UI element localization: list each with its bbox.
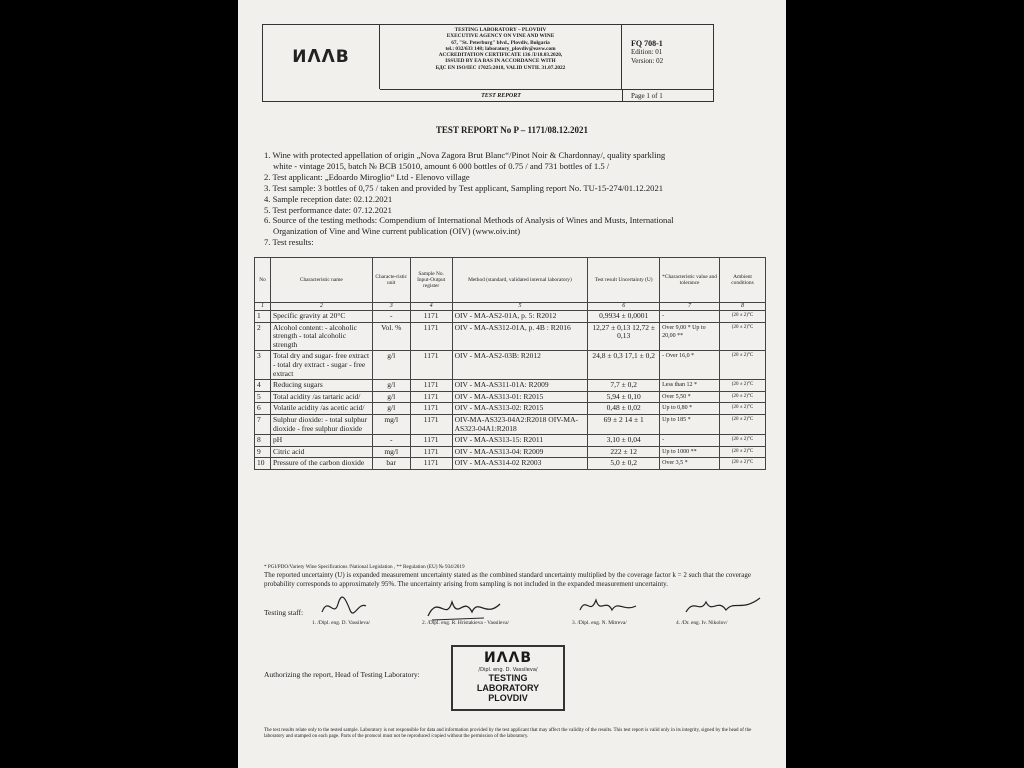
report-title: TEST REPORT No P – 1171/08.12.2021 <box>435 125 589 135</box>
lab-line: TESTING LABORATORY – PLOVDIV <box>454 27 547 33</box>
lab-info <box>380 25 622 89</box>
report-header <box>262 24 714 102</box>
cell-value: Up to 0,80 * <box>660 403 720 415</box>
testing-staff-label: Testing staff: <box>264 608 304 617</box>
cell-sample: 1171 <box>410 458 452 470</box>
table-row <box>255 435 766 447</box>
column-header: No <box>255 258 271 303</box>
table-row <box>255 391 766 403</box>
cell-method: OIV - MA-AS313-15: R2011 <box>452 435 588 447</box>
cell-name: Total acidity /as tartaric acid/ <box>270 391 372 403</box>
cell-ambient: (20 ± 2)°C <box>720 351 766 380</box>
item-line: 5. Test performance date: 07.12.2021 <box>264 204 392 215</box>
item-line: Organization of Vine and Wine current publication (OIV) (www.oiv.int) <box>273 226 521 237</box>
cell-sample: 1171 <box>410 446 452 458</box>
edition: Edition: 01 <box>631 48 663 56</box>
logo-text: ИᐱᐱВ <box>292 47 350 67</box>
column-number: 8 <box>720 303 766 311</box>
cell-no: 7 <box>255 414 271 434</box>
report-items <box>264 150 772 248</box>
cell-name: Alcohol content: - alcoholic strength - total alcoholic strength <box>270 322 372 351</box>
cell-result: 5,94 ± 0,10 <box>588 391 660 403</box>
table-row <box>255 351 766 380</box>
disclaimer: The test results relate only to the tested sample. Laboratory is not responsible for data and information provided by the test applicant that may affect the validity of the results. This test report is valid only in its integrity, signed by the head of the laboratory and stamped on each page. Parts of the protocol must not be reproduced /copied without the permission of the laboratory. <box>264 728 752 740</box>
column-number-row <box>255 303 766 311</box>
cell-method: OIV - MA-AS313-04: R2009 <box>452 446 588 458</box>
cell-result: 222 ± 12 <box>588 446 660 458</box>
column-number: 1 <box>255 303 271 311</box>
signature-image <box>684 592 764 620</box>
column-header: Characte-ristic unit <box>372 258 410 303</box>
cell-ambient: (20 ± 2)°C <box>720 446 766 458</box>
lab-line: БДС EN ISO/IEC 17025:2018, VALID UNTIL 31.07.2022 <box>435 64 566 71</box>
item-line: white - vintage 2015, batch № BCB 15010, amount 6 000 bottles of 0.75 / and 731 bottles of 1.5 / <box>273 160 610 171</box>
cell-unit: mg/l <box>372 446 410 458</box>
laboratory-stamp <box>451 645 565 711</box>
cell-unit: Vol. % <box>372 322 410 351</box>
authorizing-label: Authorizing the report, Head of Testing Laboratory: <box>264 670 420 679</box>
cell-no: 2 <box>255 322 271 351</box>
table-row <box>255 446 766 458</box>
cell-value: Up to 1000 ** <box>660 446 720 458</box>
uncertainty-statement: The reported uncertainty (U) is expanded measurement uncertainty stated as the combined standard uncertainty multiplied by the coverage factor k = 2 such that the coverage probability corresponds to approximately 95%. The uncertainty arising from sampling is not included in the expanded measurement uncertainty. <box>264 571 751 588</box>
form-info <box>623 25 713 89</box>
signature-image <box>578 592 638 620</box>
column-header: *Characteristic value and tolerance <box>660 258 720 303</box>
cell-method: OIV - MA-AS312-01A, p. 4B : R2016 <box>452 322 588 351</box>
regulation-footnote: * PGI/PDO/Variety Wine Specifications /National Legislation , ** Regulation (EU) № 934/2019 <box>264 564 465 570</box>
cell-value: Less than 12 * <box>660 380 720 392</box>
item-line: 3. Test sample: 3 bottles of 0,75 / taken and provided by Test applicant, Sampling report No. TU-15-274/01.12.2021 <box>264 182 664 193</box>
cell-result: 24,8 ± 0,3 17,1 ± 0,2 <box>588 351 660 380</box>
stamp-line: PLOVDIV <box>488 693 528 703</box>
cell-result: 0,9934 ± 0,0001 <box>588 311 660 323</box>
footnotes <box>264 563 764 588</box>
stamp-logo: ИᐱᐱВ <box>483 650 533 666</box>
table-row <box>255 458 766 470</box>
stamp-line: LABORATORY <box>476 683 540 693</box>
lab-line: tel.: 032/633 148; laboratory_plovdiv@eavw.com <box>445 45 556 52</box>
item-line: 4. Sample reception date: 02.12.2021 <box>264 193 393 204</box>
column-number: 3 <box>372 303 410 311</box>
results-table <box>254 257 766 470</box>
cell-no: 3 <box>255 351 271 380</box>
lab-line: ACCREDITATION CERTIFICATE 136 Л/18.03.2020, <box>438 52 563 59</box>
cell-no: 1 <box>255 311 271 323</box>
column-number: 7 <box>660 303 720 311</box>
cell-unit: - <box>372 311 410 323</box>
test-report-document <box>238 0 786 768</box>
table-row <box>255 322 766 351</box>
page-number: Page 1 of 1 <box>631 92 663 100</box>
column-number: 6 <box>588 303 660 311</box>
column-header: Method (standard, validated internal laboratory) <box>452 258 588 303</box>
item-line: 6. Source of the testing methods: Compendium of International Methods of Analysis of Wines and Musts, International <box>264 215 674 226</box>
stamp-line: TESTING <box>488 673 528 683</box>
cell-name: Total dry and sugar- free extract - total dry extract - sugar - free extract <box>270 351 372 380</box>
form-code: FQ 708-1 <box>631 39 663 48</box>
cell-no: 6 <box>255 403 271 415</box>
stamp-person: /Dipl. eng. D. Vassileva/ <box>478 667 538 673</box>
cell-result: 5,0 ± 0,2 <box>588 458 660 470</box>
table-row <box>255 414 766 434</box>
cell-ambient: (20 ± 2)°C <box>720 403 766 415</box>
staff-name: 2. /Dipl. eng. R. Hristakieva - Vassileva/ <box>422 620 510 626</box>
column-number: 4 <box>410 303 452 311</box>
cell-value: - Over 16,0 * <box>660 351 720 380</box>
cell-ambient: (20 ± 2)°C <box>720 414 766 434</box>
cell-value: - <box>660 311 720 323</box>
cell-unit: g/l <box>372 351 410 380</box>
lab-logo <box>263 25 380 89</box>
cell-method: OIV - MA-AS311-01A: R2009 <box>452 380 588 392</box>
report-label: TEST REPORT <box>380 90 623 102</box>
cell-no: 8 <box>255 435 271 447</box>
column-header: Characteristic name <box>270 258 372 303</box>
testing-staff-signatures <box>264 592 774 632</box>
cell-name: pH <box>270 435 372 447</box>
cell-result: 3,10 ± 0,04 <box>588 435 660 447</box>
cell-unit: g/l <box>372 391 410 403</box>
cell-name: Pressure of the carbon dioxide <box>270 458 372 470</box>
cell-value: - <box>660 435 720 447</box>
cell-ambient: (20 ± 2)°C <box>720 435 766 447</box>
cell-ambient: (20 ± 2)°C <box>720 458 766 470</box>
cell-name: Volatile acidity /as acetic acid/ <box>270 403 372 415</box>
cell-name: Reducing sugars <box>270 380 372 392</box>
table-row <box>255 311 766 323</box>
cell-unit: - <box>372 435 410 447</box>
cell-unit: g/l <box>372 403 410 415</box>
column-header: Sample No. Input-Output register <box>410 258 452 303</box>
cell-method: OIV - MA-AS2-01A, p. 5: R2012 <box>452 311 588 323</box>
column-header: Ambient conditions <box>720 258 766 303</box>
column-number: 5 <box>452 303 588 311</box>
cell-name: Sulphur dioxide: - total sulphur dioxide - free sulphur dioxide <box>270 414 372 434</box>
item-line: 2. Test applicant: „Edoardo Miroglio“ Ltd - Elenovo village <box>264 171 470 182</box>
cell-unit: mg/l <box>372 414 410 434</box>
cell-unit: bar <box>372 458 410 470</box>
cell-method: OIV-MA-AS323-04A2:R2018 OIV-MA-AS323-04A1:R2018 <box>452 414 588 434</box>
column-header: Test result Uncertainty (U) <box>588 258 660 303</box>
cell-ambient: (20 ± 2)°C <box>720 391 766 403</box>
version: Version: 02 <box>631 57 664 65</box>
cell-name: Specific gravity at 20°C <box>270 311 372 323</box>
cell-value: Over 5,50 * <box>660 391 720 403</box>
cell-no: 10 <box>255 458 271 470</box>
cell-value: Over 3,5 * <box>660 458 720 470</box>
cell-sample: 1171 <box>410 403 452 415</box>
cell-ambient: (20 ± 2)°C <box>720 380 766 392</box>
cell-sample: 1171 <box>410 311 452 323</box>
cell-no: 4 <box>255 380 271 392</box>
cell-result: 7,7 ± 0,2 <box>588 380 660 392</box>
staff-name: 1. /Dipl. eng. D. Vassileva/ <box>312 620 370 626</box>
table-row <box>255 403 766 415</box>
cell-result: 69 ± 2 14 ± 1 <box>588 414 660 434</box>
cell-method: OIV - MA-AS313-01: R2015 <box>452 391 588 403</box>
cell-ambient: (20 ± 2)°C <box>720 322 766 351</box>
cell-sample: 1171 <box>410 414 452 434</box>
lab-line: ISSUED BY EA BAS IN ACCORDANCE WITH <box>445 58 556 65</box>
cell-name: Citric acid <box>270 446 372 458</box>
lab-line: EXECUTIVE AGENCY ON VINE AND WINE <box>446 33 555 40</box>
cell-ambient: (20 ± 2)°C <box>720 311 766 323</box>
staff-name: 3. /Dipl. eng. N. Mitreva/ <box>572 620 627 626</box>
cell-sample: 1171 <box>410 380 452 392</box>
item-line: 1. Wine with protected appellation of origin „Nova Zagora Brut Blanc“/Pinot Noir & Chardonnay/, quality sparkling <box>264 150 666 160</box>
lab-line: 67, "St. Peterburg" blvd., Plovdiv, Bulgaria <box>451 39 550 46</box>
cell-method: OIV - MA-AS313-02: R2015 <box>452 403 588 415</box>
signature-image <box>320 592 370 620</box>
cell-method: OIV - MA-AS2-03B: R2012 <box>452 351 588 380</box>
cell-result: 0,48 ± 0,02 <box>588 403 660 415</box>
cell-sample: 1171 <box>410 351 452 380</box>
cell-value: Over 9,00 * Up to 20,00 ** <box>660 322 720 351</box>
cell-no: 5 <box>255 391 271 403</box>
cell-no: 9 <box>255 446 271 458</box>
table-header-row <box>255 258 766 303</box>
staff-name: 4. /Dr. eng. Iv. Nikolov/ <box>676 620 728 626</box>
table-row <box>255 380 766 392</box>
cell-sample: 1171 <box>410 391 452 403</box>
item-line: 7. Test results: <box>264 237 314 248</box>
cell-value: Up to 185 * <box>660 414 720 434</box>
cell-result: 12,27 ± 0,13 12,72 ± 0,13 <box>588 322 660 351</box>
cell-method: OIV - MA-AS314-02 R2003 <box>452 458 588 470</box>
cell-unit: g/l <box>372 380 410 392</box>
cell-sample: 1171 <box>410 435 452 447</box>
header-bottom <box>380 89 713 102</box>
column-number: 2 <box>270 303 372 311</box>
cell-sample: 1171 <box>410 322 452 351</box>
